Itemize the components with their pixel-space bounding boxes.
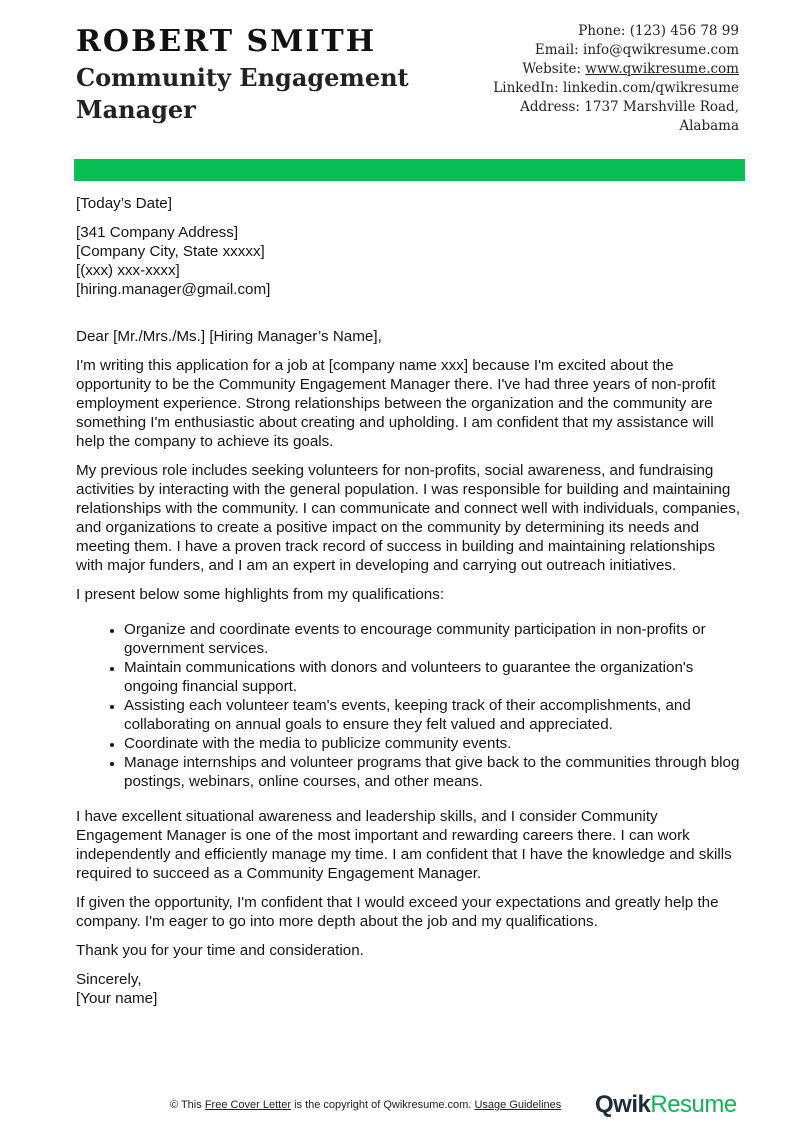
qualification-item: • Organize and coordinate events to encourage community participation in non-profits or government services. xyxy=(124,620,746,658)
qualification-item: • Maintain communications with donors and volunteers to guarantee the organization's ongoing financial support. xyxy=(124,658,746,696)
signoff: Sincerely, xyxy=(76,971,142,988)
usage-guidelines-link[interactable]: Usage Guidelines xyxy=(474,1099,562,1111)
paragraph-opportunity: If given the opportunity, I'm confident that I would exceed your expectations and greatly help the company. I'm eager to go into more depth about the job and my qualifications. xyxy=(76,894,719,930)
email-label: Email: xyxy=(534,42,579,58)
signature-block xyxy=(76,970,746,1008)
accent-divider-bar xyxy=(74,159,745,181)
contact-linkedin xyxy=(493,79,739,98)
qualification-item: • Manage internships and volunteer programs that give back to the communities through blog postings, webinars, online courses, and other means. xyxy=(124,753,746,791)
phone-label: Phone: xyxy=(578,23,626,39)
recipient-address xyxy=(76,223,746,299)
linkedin-value: linkedin.com/qwikresume xyxy=(562,80,739,96)
logo-resume: Resume xyxy=(650,1091,737,1118)
logo-qwik: Qwik xyxy=(595,1091,651,1118)
copyright-notice xyxy=(170,1099,561,1111)
address-line1: 1737 Marshville Road, xyxy=(584,99,739,115)
contact-website xyxy=(493,60,739,79)
qualification-item: • Assisting each volunteer team's events, keeping track of their accomplishments, and collaborating on annual goals to ensure they felt valued and appreciated. xyxy=(124,696,746,734)
free-cover-letter-link[interactable]: Free Cover Letter xyxy=(204,1099,292,1111)
contact-block xyxy=(493,22,739,136)
paragraph-experience: My previous role includes seeking volunteers for non-profits, social awareness, and fundraising activities by interacting with the general population. I was responsible for building and maintaining relationships with the community. I can communicate and connect well with individuals, companies, and organizations to create a positive impact on the community by determining its needs and meeting them. I have a proven track record of success in building and maintaining relationships with major funders, and I am an expert in developing and carrying out outreach initiatives. xyxy=(76,462,741,574)
letter-date: [Today’s Date] xyxy=(76,195,172,212)
contact-phone xyxy=(493,22,739,41)
paragraph-highlights-intro: I present below some highlights from my qualifications: xyxy=(76,586,445,603)
salutation: Dear [Mr./Mrs./Ms.] [Hiring Manager’s Name], xyxy=(76,328,382,345)
paragraph-intro: I'm writing this application for a job at [company name xxx] because I'm excited about the opportunity to be the Community Engagement Manager there. I've had three years of non-profit employment experience. Strong relationships between the organization and the community are something I'm enthusiastic about creating and upholding. I am confident that my assistance will help the company to achieve its goals. xyxy=(76,357,716,450)
website-link[interactable]: www.qwikresume.com xyxy=(585,61,739,77)
recipient-line: [341 Company Address] xyxy=(76,224,239,241)
applicant-name: ROBERT SMITH xyxy=(76,24,377,59)
contact-address xyxy=(493,98,739,117)
footer xyxy=(0,1091,800,1119)
phone-value: (123) 456 78 99 xyxy=(629,23,739,39)
letter-body xyxy=(76,194,746,1018)
address-label: Address: xyxy=(520,99,580,115)
email-value: info@qwikresume.com xyxy=(583,42,739,58)
recipient-line: [hiring.manager@gmail.com] xyxy=(76,281,271,298)
copyright-middle: is the copyright of Qwikresume.com. xyxy=(294,1099,472,1111)
linkedin-label: LinkedIn: xyxy=(493,80,559,96)
copyright-prefix: © This xyxy=(170,1099,202,1111)
qwikresume-logo[interactable] xyxy=(595,1091,737,1119)
website-label: Website: xyxy=(522,61,581,77)
qualification-item: • Coordinate with the media to publicize community events. xyxy=(124,734,746,753)
recipient-line: [(xxx) xxx-xxxx] xyxy=(76,262,180,279)
recipient-line: [Company City, State xxxxx] xyxy=(76,243,265,260)
signature-name: [Your name] xyxy=(76,990,158,1007)
paragraph-thanks: Thank you for your time and consideration. xyxy=(76,942,364,959)
contact-email xyxy=(493,41,739,60)
qualifications-list xyxy=(76,620,746,791)
contact-address-line2: Alabama xyxy=(679,118,739,134)
paragraph-skills: I have excellent situational awareness and leadership skills, and I consider Community Engagement Manager is one of the most important and rewarding careers there. I can work independently and efficiently manage my time. I am confident that I have the knowledge and skills required to succeed as a Community Engagement Manager. xyxy=(76,808,732,882)
job-title: Community Engagement Manager xyxy=(76,63,409,124)
